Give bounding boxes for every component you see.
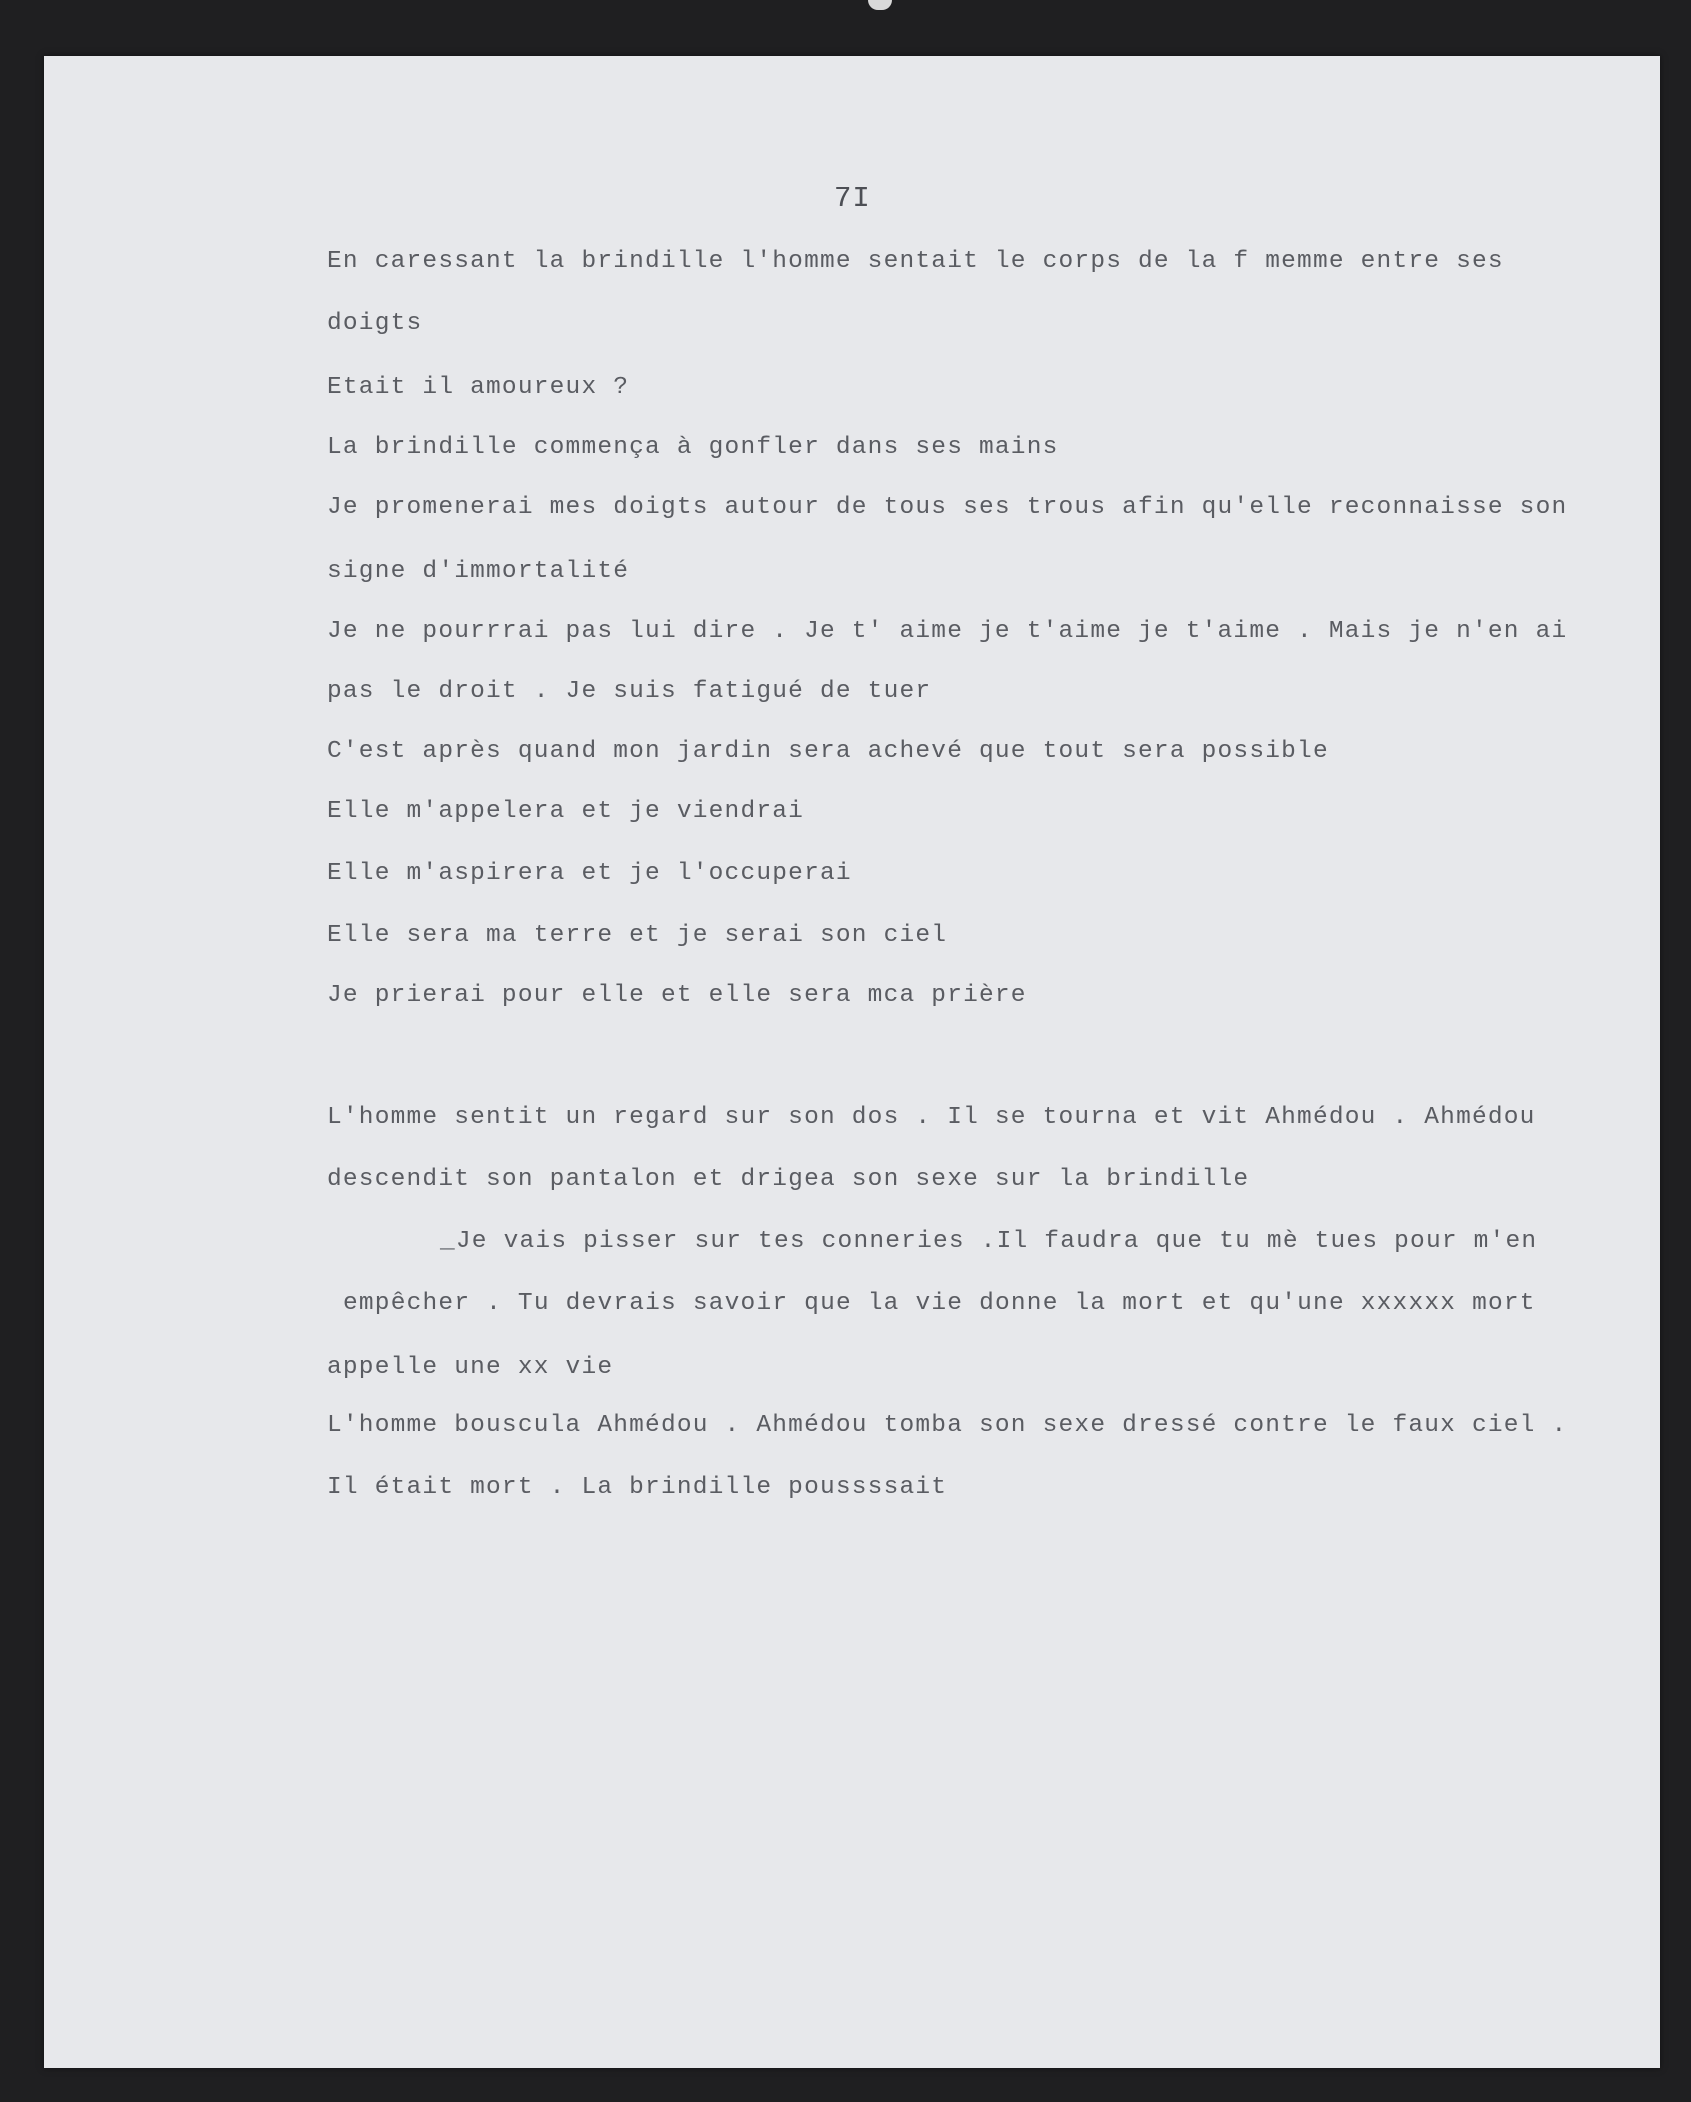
text-line: Il était mort . La brindille poussssait (327, 1474, 948, 1501)
text-line: En caressant la brindille l'homme sentait le corps de la f memme entre ses (327, 248, 1504, 275)
text-line: L'homme bouscula Ahmédou . Ahmédou tomba son sexe dressé contre le faux ciel . (327, 1412, 1568, 1439)
text-line: pas le droit . Je suis fatigué de tuer (327, 678, 932, 705)
text-line: _Je vais pisser sur tes conneries .Il faudra que tu mè tues pour m'en (440, 1228, 1538, 1255)
text-line: appelle une xx vie (327, 1354, 614, 1381)
text-line: Etait il amoureux ? (327, 374, 630, 401)
text-line: descendit son pantalon et drigea son sexe sur la brindille (327, 1166, 1250, 1193)
text-line: La brindille commença à gonfler dans ses mains (327, 434, 1059, 461)
text-line: signe d'immortalité (327, 558, 630, 585)
text-line: Je promenerai mes doigts autour de tous ses trous afin qu'elle reconnaisse son (327, 494, 1568, 521)
text-line: Je ne pourrrai pas lui dire . Je t' aime je t'aime je t'aime . Mais je n'en ai (327, 618, 1568, 645)
text-line: L'homme sentit un regard sur son dos . Il se tourna et vit Ahmédou . Ahmédou (327, 1104, 1536, 1131)
typewritten-page (44, 56, 1660, 2068)
page-number: 7I (834, 182, 871, 215)
text-line: Elle m'appelera et je viendrai (327, 798, 805, 825)
text-line: empêcher . Tu devrais savoir que la vie donne la mort et qu'une xxxxxx mort (343, 1290, 1536, 1317)
text-line: doigts (327, 310, 423, 337)
dust-speck (868, 0, 892, 10)
text-line: Elle m'aspirera et je l'occuperai (327, 860, 852, 887)
text-line: Je prierai pour elle et elle sera mca prière (327, 982, 1027, 1009)
text-line: C'est après quand mon jardin sera achevé que tout sera possible (327, 738, 1329, 765)
text-line: Elle sera ma terre et je serai son ciel (327, 922, 948, 949)
